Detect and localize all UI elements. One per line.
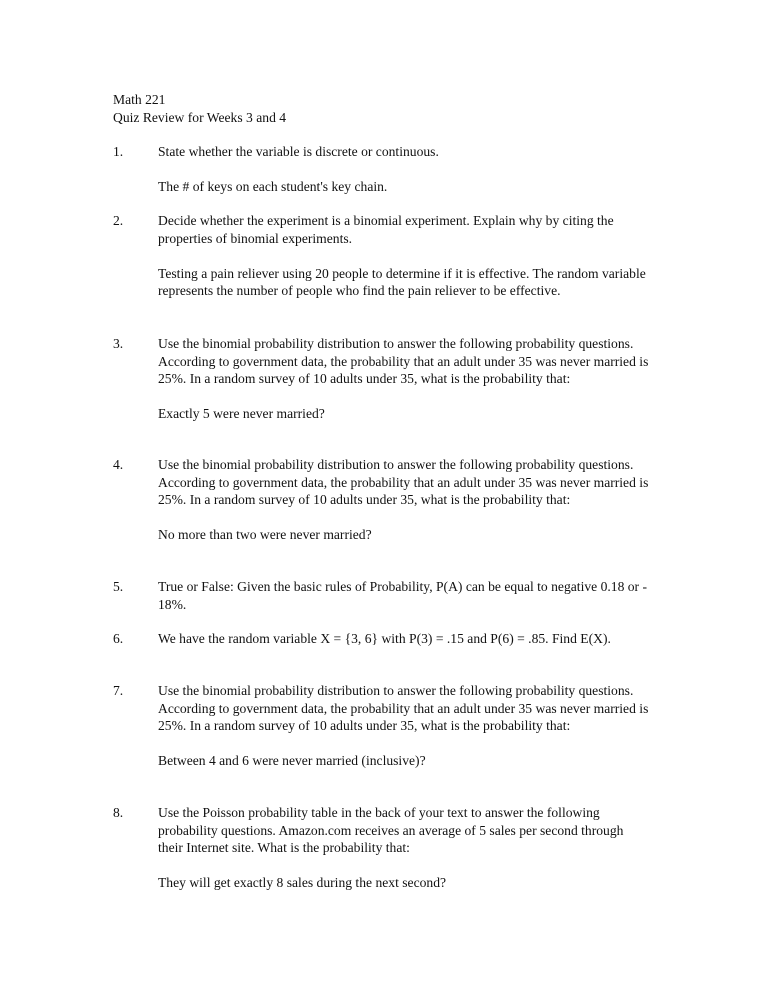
- question-number: 7.: [113, 683, 124, 698]
- question-number: 3.: [113, 336, 124, 351]
- question-8: [113, 804, 673, 892]
- question-item: No more than two were never married?: [158, 527, 372, 543]
- question-number: 8.: [113, 805, 124, 820]
- question-text: True or False: Given the basic rules of Probability, P(A) can be equal to negative 0.18 or - 18%.: [158, 579, 648, 612]
- question-1: [113, 143, 673, 196]
- question-text: Use the Poisson probability table in the back of your text to answer the following probability questions. Amazon.com receives an average of 5 sales per second through their Internet site. What is the probability that:: [158, 805, 624, 856]
- question-7: [113, 682, 673, 770]
- document-title: Quiz Review for Weeks 3 and 4: [113, 109, 287, 125]
- question-3: [113, 335, 673, 423]
- document-header: [113, 91, 286, 126]
- course-name: Math 221: [113, 92, 166, 107]
- question-number: 2.: [113, 213, 124, 228]
- question-number: 1.: [113, 144, 124, 159]
- question-text: Use the binomial probability distribution to answer the following probability questions. According to government data, the probability that an adult under 35 was never married is 25%. In a random survey of 10 adults under 35, what is the probability that:: [158, 336, 649, 387]
- question-item: Between 4 and 6 were never married (inclusive)?: [158, 753, 426, 769]
- question-2: [113, 212, 673, 300]
- question-item: They will get exactly 8 sales during the next second?: [158, 875, 447, 891]
- question-number: 5.: [113, 579, 124, 594]
- question-number: 6.: [113, 631, 124, 646]
- question-text: Use the binomial probability distribution to answer the following probability questions. According to government data, the probability that an adult under 35 was never married is 25%. In a random survey of 10 adults under 35, what is the probability that:: [158, 457, 649, 508]
- question-item: The # of keys on each student's key chain.: [158, 179, 388, 195]
- question-item: Testing a pain reliever using 20 people to determine if it is effective. The random variable represents the number of people who find the pain reliever to be effective.: [158, 265, 646, 299]
- question-text: We have the random variable X = {3, 6} with P(3) = .15 and P(6) = .85. Find E(X).: [158, 631, 611, 646]
- question-text: Use the binomial probability distribution to answer the following probability questions. According to government data, the probability that an adult under 35 was never married is 25%. In a random survey of 10 adults under 35, what is the probability that:: [158, 683, 649, 734]
- question-text: State whether the variable is discrete or continuous.: [158, 144, 439, 159]
- question-6: [113, 630, 673, 648]
- question-number: 4.: [113, 457, 124, 472]
- question-5: [113, 578, 673, 613]
- question-item: Exactly 5 were never married?: [158, 406, 325, 422]
- question-4: [113, 456, 673, 544]
- question-text: Decide whether the experiment is a binomial experiment. Explain why by citing the properties of binomial experiments.: [158, 213, 614, 246]
